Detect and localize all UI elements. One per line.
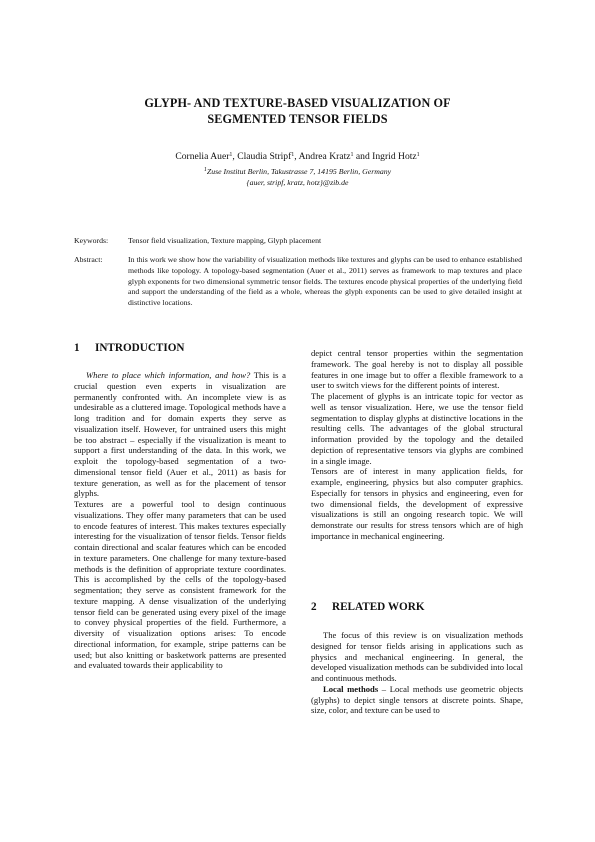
affiliation (0, 165, 595, 188)
author-name: Ingrid Hotz (372, 151, 417, 162)
paragraph: The placement of glyphs is an intricate topic for vector as well as tensor visualization. Here, we use the tensor field segmentation to display glyphs at distinctive locations in the resulting cells. The advantages of the global structural information provided by the topology and the detailed depiction of representative tensors via glyphs are combined in a single image. (311, 391, 523, 466)
author-name: Claudia Stripf (237, 151, 292, 162)
author-separator: , (232, 151, 238, 162)
section-heading-related-work (311, 601, 425, 613)
email-line: {auer, stripf, kratz, hotz}@zib.de (246, 177, 349, 187)
paragraph (311, 684, 523, 716)
author-separator: and (353, 151, 373, 162)
affiliation-marker: 1 (350, 152, 354, 158)
author-name: Cornelia Auer (175, 151, 230, 162)
paper-title (0, 95, 595, 127)
author-name: Andrea Kratz (298, 151, 351, 162)
affiliation-marker: 1 (229, 152, 233, 158)
paragraph-text: – Local methods use geometric objects (glyphs) to depict single tensors at discrete points. Shape, size, color, and texture can be used to (311, 683, 524, 716)
affiliation-marker: 1 (416, 152, 420, 158)
abstract-text: In this work we show how the variability of visualization methods like textures and glyphs can be used to enhance established methods like topology. A topology-based segmentation (Auer et al., 2011) serves as framework to map textures and place glyph exponents for two dimensional symmetric tensor fields. The textures encode physical properties of the underlying field and support the understanding of the field as a whole, whereas the glyph exponents can be used to give detailed insight at distinctive locations. (128, 255, 522, 308)
title-line-1: GLYPH- AND TEXTURE-BASED VISUALIZATION OF (144, 96, 451, 110)
section-heading-introduction (74, 342, 185, 354)
section-number: 2 (311, 601, 317, 613)
keywords-text: Tensor field visualization, Texture mapping, Glyph placement (128, 236, 322, 245)
paragraph: depict central tensor properties within the segmentation framework. The goal hereby is not to display all possible features in one image but to offer a flexible framework to a user to switch views for the different points of interest. (311, 348, 523, 391)
section-number: 1 (74, 342, 80, 354)
right-column-top (311, 348, 523, 542)
title-line-2: SEGMENTED TENSOR FIELDS (207, 112, 388, 126)
section-title: RELATED WORK (332, 601, 425, 613)
paragraph: Textures are a powerful tool to design continuous visualizations. They offer many parameters that can be used to encode features of interest. This makes textures especially interesting for the visualization of tensor fields. Tensor fields contain directional and scalar features which can be encoded in texture parameters. One challenge for many texture-based methods is the definition of appropriate texture coordinates. This is accomplished by the cells of the topology-based segmentation; they serve as consistent framework for the texture mapping. A dense visualization of the underlying tensor field can be generated using every pixel of the image to convey physical properties of the field. Furthermore, a diversity of visualization options arises: To encode directional information, for example, stripe patterns can be used; but also knitting or basketwork patterns are presented and evaluated towards their applicability to (74, 499, 286, 671)
paragraph-text: This is a crucial question even experts in visualization are permanently confronted with. An incomplete view is as undesirable as a cluttered image. Topological methods have a long tradition and for domain experts they serve as visualization itself. However, for untrained users this might be too abstract – especially if the visualization is meant to support a first understanding of the data. In this work, we exploit the topology-based segmentation of a two-dimensional tensor field (Auer et al., 2011) as basis for texture generation, as well as for the placement of tensor glyphs. (74, 370, 286, 499)
left-column (74, 370, 286, 671)
paragraph: The focus of this review is on visualization methods designed for tensor fields arising in applications such as physics and mechanical engineering. In general, the developed visualization methods can be subdivided into local and continuous methods. (311, 630, 523, 683)
keywords-label: Keywords: (74, 236, 109, 245)
affiliation-text: Zuse Institut Berlin, Takustrasse 7, 14195 Berlin, Germany (206, 167, 392, 176)
italic-question: Where to place which information, and how? (86, 370, 251, 380)
author-list (0, 151, 595, 162)
right-column-bottom (311, 630, 523, 716)
paragraph (74, 370, 286, 499)
section-title: INTRODUCTION (95, 342, 185, 354)
affiliation-marker: 1 (291, 152, 295, 158)
author-separator: , (294, 151, 299, 162)
bold-term: Local methods (323, 683, 379, 694)
affiliation-marker: 1 (203, 167, 207, 173)
paragraph: Tensors are of interest in many application fields, for example, engineering, physics but also computer graphics. Especially for tensors in physics and engineering, even for two dimensional fields, the development of expressive visualizations is still an ongoing research topic. We will demonstrate our results for stress tensors which are of high importance in mechanical engineering. (311, 466, 523, 541)
abstract-label: Abstract: (74, 255, 103, 264)
